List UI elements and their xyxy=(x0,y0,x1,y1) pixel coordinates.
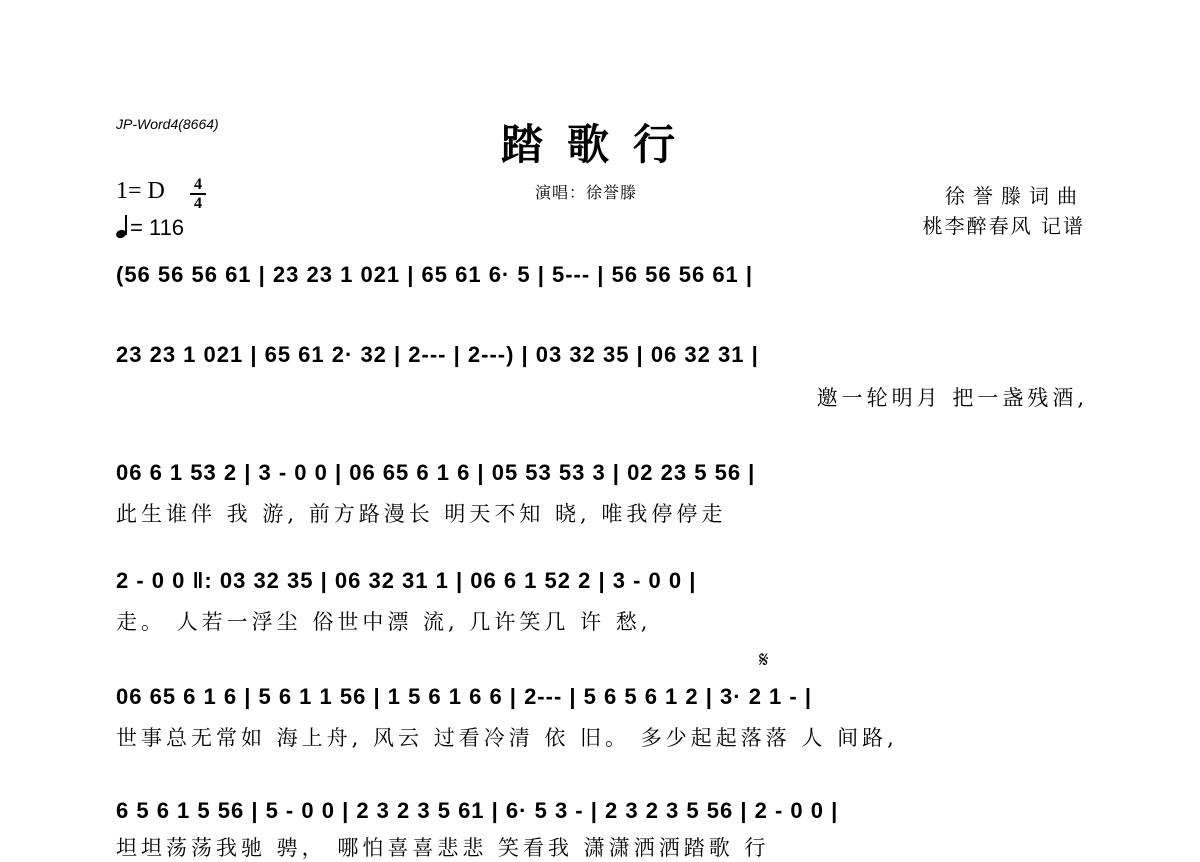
song-title: 踏歌行 xyxy=(500,120,699,169)
transcriber-credit: 桃李醉春风 记谱 xyxy=(922,214,1085,238)
notation-line-5: 06 65 6 1 6 | 5 6 1 1 56 | 1 5 6 1 6 6 | 2--- | 5 6 5 6 1 2 | 3· 2 1 - | xyxy=(116,684,812,709)
segno-sign: 𝄋 xyxy=(759,648,769,673)
notation-line-1: (56 56 56 61 | 23 23 1 021 | 65 61 6· 5 | 5--- | 56 56 56 61 | xyxy=(116,262,754,287)
lyrics-line-6: 坦坦荡荡我驰 骋， 哪怕喜喜悲悲 笑看我 潇潇洒洒踏歌 行 xyxy=(116,836,770,860)
notation-line-6: 6 5 6 1 5 56 | 5 - 0 0 | 2 3 2 3 5 61 | 6· 5 3 - | 2 3 2 3 5 56 | 2 - 0 0 | xyxy=(116,798,839,823)
notation-line-2: 23 23 1 021 | 65 61 2· 32 | 2--- | 2---) | 03 32 35 | 06 32 31 | xyxy=(116,342,759,367)
source-label: JP-Word4(8664) xyxy=(116,116,219,132)
lyrics-line-2: 邀一轮明月 把一盏残酒, xyxy=(816,386,1088,410)
singer-credit: 演唱：徐誉滕 xyxy=(535,183,638,202)
notation-line-3: 06 6 1 53 2 | 3 - 0 0 | 06 65 6 1 6 | 05 53 53 3 | 02 23 5 56 | xyxy=(116,460,756,485)
time-signature xyxy=(188,176,208,212)
composer-credit: 徐誉滕词曲 xyxy=(945,184,1085,208)
lyrics-line-4: 走。 人若一浮尘 俗世中漂 流, 几许笑几 许 愁, xyxy=(116,610,652,634)
tempo-value: = 116 xyxy=(130,215,185,240)
time-numerator: 4 xyxy=(194,176,202,193)
time-denominator: 4 xyxy=(194,195,202,212)
quarter-note-icon xyxy=(116,214,130,238)
key-signature: 1= D xyxy=(116,178,165,204)
notation-line-4: 2 - 0 0 ‖: 03 32 35 | 06 32 31 1 | 06 6 1 52 2 | 3 - 0 0 | xyxy=(116,568,697,593)
lyrics-line-5: 世事总无常如 海上舟, 风云 过看冷清 依 旧。 多少起起落落 人 间路, xyxy=(116,726,898,750)
tempo-marking xyxy=(116,214,184,241)
lyrics-line-3: 此生谁伴 我 游, 前方路漫长 明天不知 晓, 唯我停停走 xyxy=(116,502,727,526)
